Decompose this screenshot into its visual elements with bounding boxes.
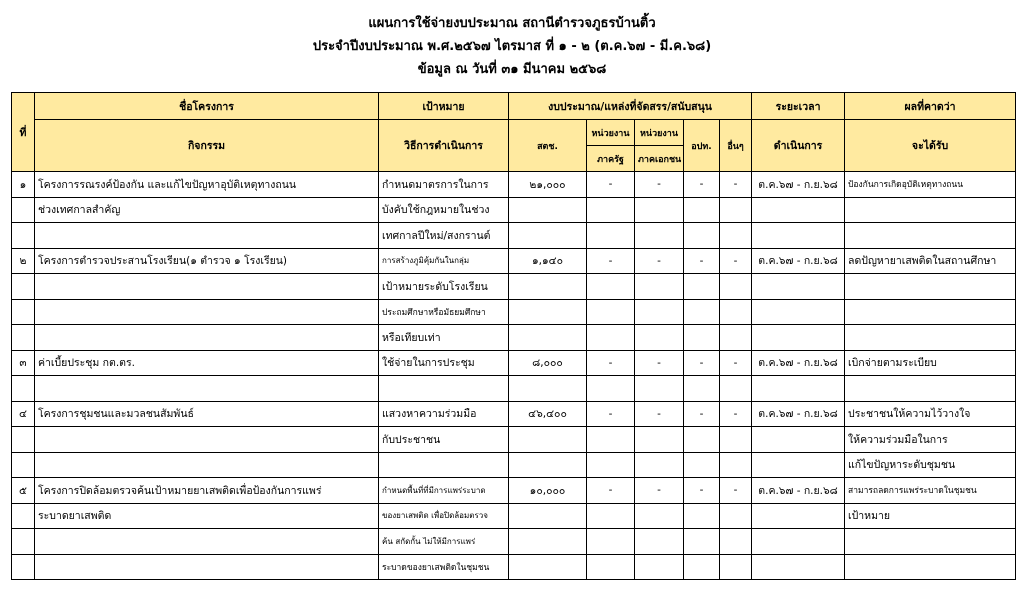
header-budget-gov: หน่วยงาน <box>587 120 635 146</box>
cell-priv <box>635 197 684 223</box>
cell-opt: - <box>684 478 720 504</box>
cell-no <box>12 554 35 580</box>
cell-gov <box>587 325 635 351</box>
cell-gov: - <box>587 401 635 427</box>
cell-sotch: ๑,๑๔๐ <box>509 248 587 274</box>
document-title <box>0 0 1024 81</box>
cell-project <box>35 223 379 249</box>
cell-period <box>752 427 845 453</box>
cell-target: ค้น สกัดกั้น ไม่ให้มีการแพร่ <box>379 529 509 555</box>
cell-period: ต.ค.๖๗ - ก.ย.๖๘ <box>752 350 845 376</box>
cell-result: สามารถลดการแพร่ระบาดในชุมชน <box>845 478 1016 504</box>
cell-sotch <box>509 529 587 555</box>
cell-opt <box>684 197 720 223</box>
cell-period <box>752 197 845 223</box>
cell-other <box>720 503 752 529</box>
cell-other <box>720 223 752 249</box>
table-row <box>12 554 1016 580</box>
cell-gov: - <box>587 350 635 376</box>
table-row <box>12 325 1016 351</box>
cell-priv: - <box>635 478 684 504</box>
cell-project: โครงการตำรวจประสานโรงเรียน(๑ ตำรวจ ๑ โรงเรียน) <box>35 248 379 274</box>
cell-gov <box>587 376 635 402</box>
table-row <box>12 299 1016 325</box>
cell-other <box>720 427 752 453</box>
cell-project: โครงการปิดล้อมตรวจค้นเป้าหมายยาเสพติดเพื่อป้องกันการแพร่ <box>35 478 379 504</box>
cell-no <box>12 452 35 478</box>
cell-no <box>12 529 35 555</box>
header-budget-private-2: ภาคเอกชน <box>635 146 684 172</box>
cell-no <box>12 299 35 325</box>
cell-sotch <box>509 223 587 249</box>
cell-result <box>845 325 1016 351</box>
cell-no: ๓ <box>12 350 35 376</box>
cell-no <box>12 427 35 453</box>
cell-sotch: ๔๖,๔๐๐ <box>509 401 587 427</box>
cell-other: - <box>720 350 752 376</box>
cell-priv <box>635 452 684 478</box>
cell-target: บังคับใช้กฎหมายในช่วง <box>379 197 509 223</box>
cell-priv: - <box>635 401 684 427</box>
cell-period <box>752 376 845 402</box>
cell-result: ป้องกันการเกิดอุบัติเหตุทางถนน <box>845 172 1016 198</box>
cell-opt <box>684 274 720 300</box>
header-budget-private: หน่วยงาน <box>635 120 684 146</box>
cell-period <box>752 299 845 325</box>
cell-opt: - <box>684 248 720 274</box>
cell-opt <box>684 452 720 478</box>
cell-result <box>845 274 1016 300</box>
cell-priv <box>635 325 684 351</box>
cell-opt <box>684 376 720 402</box>
cell-priv <box>635 274 684 300</box>
cell-result: ประชาชนให้ความไว้วางใจ <box>845 401 1016 427</box>
title-line-1: แผนการใช้จ่ายงบประมาณ สถานีตำรวจภูธรบ้านติ้ว <box>368 16 656 31</box>
cell-gov <box>587 197 635 223</box>
cell-result: ลดปัญหายาเสพติดในสถานศึกษา <box>845 248 1016 274</box>
table-row <box>12 478 1016 504</box>
cell-other <box>720 529 752 555</box>
cell-period: ต.ค.๖๗ - ก.ย.๖๘ <box>752 172 845 198</box>
cell-other <box>720 554 752 580</box>
cell-other: - <box>720 478 752 504</box>
budget-plan-table <box>11 92 1016 580</box>
cell-other <box>720 325 752 351</box>
table-row <box>12 248 1016 274</box>
table-row <box>12 223 1016 249</box>
table-row <box>12 401 1016 427</box>
cell-gov <box>587 529 635 555</box>
cell-result: เบิกจ่ายตามระเบียบ <box>845 350 1016 376</box>
cell-sotch: ๘,๐๐๐ <box>509 350 587 376</box>
header-period-2: ดำเนินการ <box>752 120 845 172</box>
cell-opt <box>684 223 720 249</box>
cell-gov: - <box>587 248 635 274</box>
header-result-2: จะได้รับ <box>845 120 1016 172</box>
title-line-2: ประจำปีงบประมาณ พ.ศ.๒๕๖๗ ไตรมาส ที่ ๑ - ๒ (ต.ค.๖๗ - มี.ค.๖๘) <box>312 39 712 54</box>
cell-sotch <box>509 452 587 478</box>
table-row <box>12 376 1016 402</box>
cell-project: โครงการรณรงค์ป้องกัน และแก้ไขปัญหาอุบัติเหตุทางถนน <box>35 172 379 198</box>
cell-no <box>12 274 35 300</box>
cell-priv: - <box>635 350 684 376</box>
cell-sotch <box>509 376 587 402</box>
cell-target <box>379 452 509 478</box>
header-budget-other: อื่นๆ <box>720 120 752 172</box>
header-budget-opt: อปท. <box>684 120 720 172</box>
cell-target: แสวงหาความร่วมมือ <box>379 401 509 427</box>
cell-gov <box>587 427 635 453</box>
header-budget-sotch: สตช. <box>509 120 587 172</box>
cell-result <box>845 554 1016 580</box>
cell-other: - <box>720 401 752 427</box>
cell-target: เป้าหมายระดับโรงเรียน <box>379 274 509 300</box>
cell-gov: - <box>587 172 635 198</box>
cell-other <box>720 274 752 300</box>
cell-priv: - <box>635 172 684 198</box>
cell-period: ต.ค.๖๗ - ก.ย.๖๘ <box>752 248 845 274</box>
cell-period <box>752 554 845 580</box>
cell-opt <box>684 554 720 580</box>
header-method: วิธีการดำเนินการ <box>379 120 509 172</box>
cell-sotch <box>509 554 587 580</box>
cell-priv <box>635 529 684 555</box>
cell-project <box>35 299 379 325</box>
cell-sotch <box>509 197 587 223</box>
cell-sotch: ๑๐,๐๐๐ <box>509 478 587 504</box>
cell-result <box>845 299 1016 325</box>
cell-other: - <box>720 172 752 198</box>
cell-no: ๕ <box>12 478 35 504</box>
cell-project: ค่าเบี้ยประชุม กต.ตร. <box>35 350 379 376</box>
cell-no: ๒ <box>12 248 35 274</box>
cell-project <box>35 554 379 580</box>
cell-other <box>720 299 752 325</box>
cell-target: กำหนดพื้นที่ที่มีการแพร่ระบาด <box>379 478 509 504</box>
cell-sotch <box>509 427 587 453</box>
cell-sotch: ๒๑,๐๐๐ <box>509 172 587 198</box>
header-activity: กิจกรรม <box>35 120 379 172</box>
cell-target: ระบาดของยาเสพติดในชุมชน <box>379 554 509 580</box>
cell-no: ๔ <box>12 401 35 427</box>
cell-result <box>845 223 1016 249</box>
cell-no <box>12 376 35 402</box>
header-no: ที่ <box>12 93 35 172</box>
table-row <box>12 197 1016 223</box>
table-row <box>12 452 1016 478</box>
cell-other <box>720 376 752 402</box>
cell-priv: - <box>635 248 684 274</box>
cell-period: ต.ค.๖๗ - ก.ย.๖๘ <box>752 401 845 427</box>
cell-target: ประถมศึกษาหรือมัธยมศึกษา <box>379 299 509 325</box>
table-row <box>12 172 1016 198</box>
cell-no <box>12 503 35 529</box>
cell-gov <box>587 299 635 325</box>
cell-target: การสร้างภูมิคุ้มกันในกลุ่ม <box>379 248 509 274</box>
cell-target: หรือเทียบเท่า <box>379 325 509 351</box>
cell-opt: - <box>684 350 720 376</box>
cell-period <box>752 223 845 249</box>
cell-target <box>379 376 509 402</box>
cell-gov <box>587 223 635 249</box>
cell-project <box>35 529 379 555</box>
cell-project: ระบาดยาเสพติด <box>35 503 379 529</box>
table-row <box>12 427 1016 453</box>
cell-project <box>35 452 379 478</box>
cell-opt <box>684 529 720 555</box>
header-budget: งบประมาณ/แหล่งที่จัดสรร/สนับสนุน <box>509 93 752 120</box>
cell-result: ให้ความร่วมมือในการ <box>845 427 1016 453</box>
cell-gov <box>587 452 635 478</box>
cell-gov: - <box>587 478 635 504</box>
cell-opt <box>684 325 720 351</box>
cell-period <box>752 503 845 529</box>
cell-result: เป้าหมาย <box>845 503 1016 529</box>
cell-result <box>845 376 1016 402</box>
cell-other <box>720 197 752 223</box>
cell-opt <box>684 427 720 453</box>
cell-result <box>845 529 1016 555</box>
cell-project: โครงการชุมชนและมวลชนสัมพันธ์ <box>35 401 379 427</box>
cell-project: ช่วงเทศกาลสำคัญ <box>35 197 379 223</box>
cell-period <box>752 529 845 555</box>
cell-period: ต.ค.๖๗ - ก.ย.๖๘ <box>752 478 845 504</box>
cell-sotch <box>509 325 587 351</box>
cell-priv <box>635 223 684 249</box>
cell-other: - <box>720 248 752 274</box>
header-period: ระยะเวลา <box>752 93 845 120</box>
cell-priv <box>635 554 684 580</box>
cell-target: ของยาเสพติด เพื่อปิดล้อมตรวจ <box>379 503 509 529</box>
cell-other <box>720 452 752 478</box>
cell-opt <box>684 299 720 325</box>
cell-project <box>35 274 379 300</box>
cell-opt <box>684 503 720 529</box>
cell-priv <box>635 427 684 453</box>
cell-project <box>35 376 379 402</box>
cell-no <box>12 197 35 223</box>
cell-result <box>845 197 1016 223</box>
cell-no <box>12 223 35 249</box>
header-project-name: ชื่อโครงการ <box>35 93 379 120</box>
cell-gov <box>587 554 635 580</box>
cell-period <box>752 452 845 478</box>
cell-target: กำหนดมาตรการในการ <box>379 172 509 198</box>
cell-priv <box>635 376 684 402</box>
cell-opt: - <box>684 172 720 198</box>
title-line-3: ข้อมูล ณ วันที่ ๓๑ มีนาคม ๒๕๖๘ <box>417 62 607 77</box>
cell-no <box>12 325 35 351</box>
cell-period <box>752 325 845 351</box>
cell-priv <box>635 299 684 325</box>
header-budget-gov-2: ภาครัฐ <box>587 146 635 172</box>
cell-no: ๑ <box>12 172 35 198</box>
cell-target: เทศกาลปีใหม่/สงกรานต์ <box>379 223 509 249</box>
header-result: ผลที่คาดว่า <box>845 93 1016 120</box>
table-row <box>12 503 1016 529</box>
cell-gov <box>587 274 635 300</box>
cell-project <box>35 427 379 453</box>
cell-gov <box>587 503 635 529</box>
table-row <box>12 529 1016 555</box>
table-row <box>12 350 1016 376</box>
table-row <box>12 274 1016 300</box>
cell-result: แก้ไขปัญหาระดับชุมชน <box>845 452 1016 478</box>
cell-opt: - <box>684 401 720 427</box>
cell-project <box>35 325 379 351</box>
cell-target: ใช้จ่ายในการประชุม <box>379 350 509 376</box>
cell-period <box>752 274 845 300</box>
cell-target: กับประชาชน <box>379 427 509 453</box>
cell-sotch <box>509 274 587 300</box>
cell-sotch <box>509 299 587 325</box>
cell-sotch <box>509 503 587 529</box>
header-target: เป้าหมาย <box>379 93 509 120</box>
cell-priv <box>635 503 684 529</box>
